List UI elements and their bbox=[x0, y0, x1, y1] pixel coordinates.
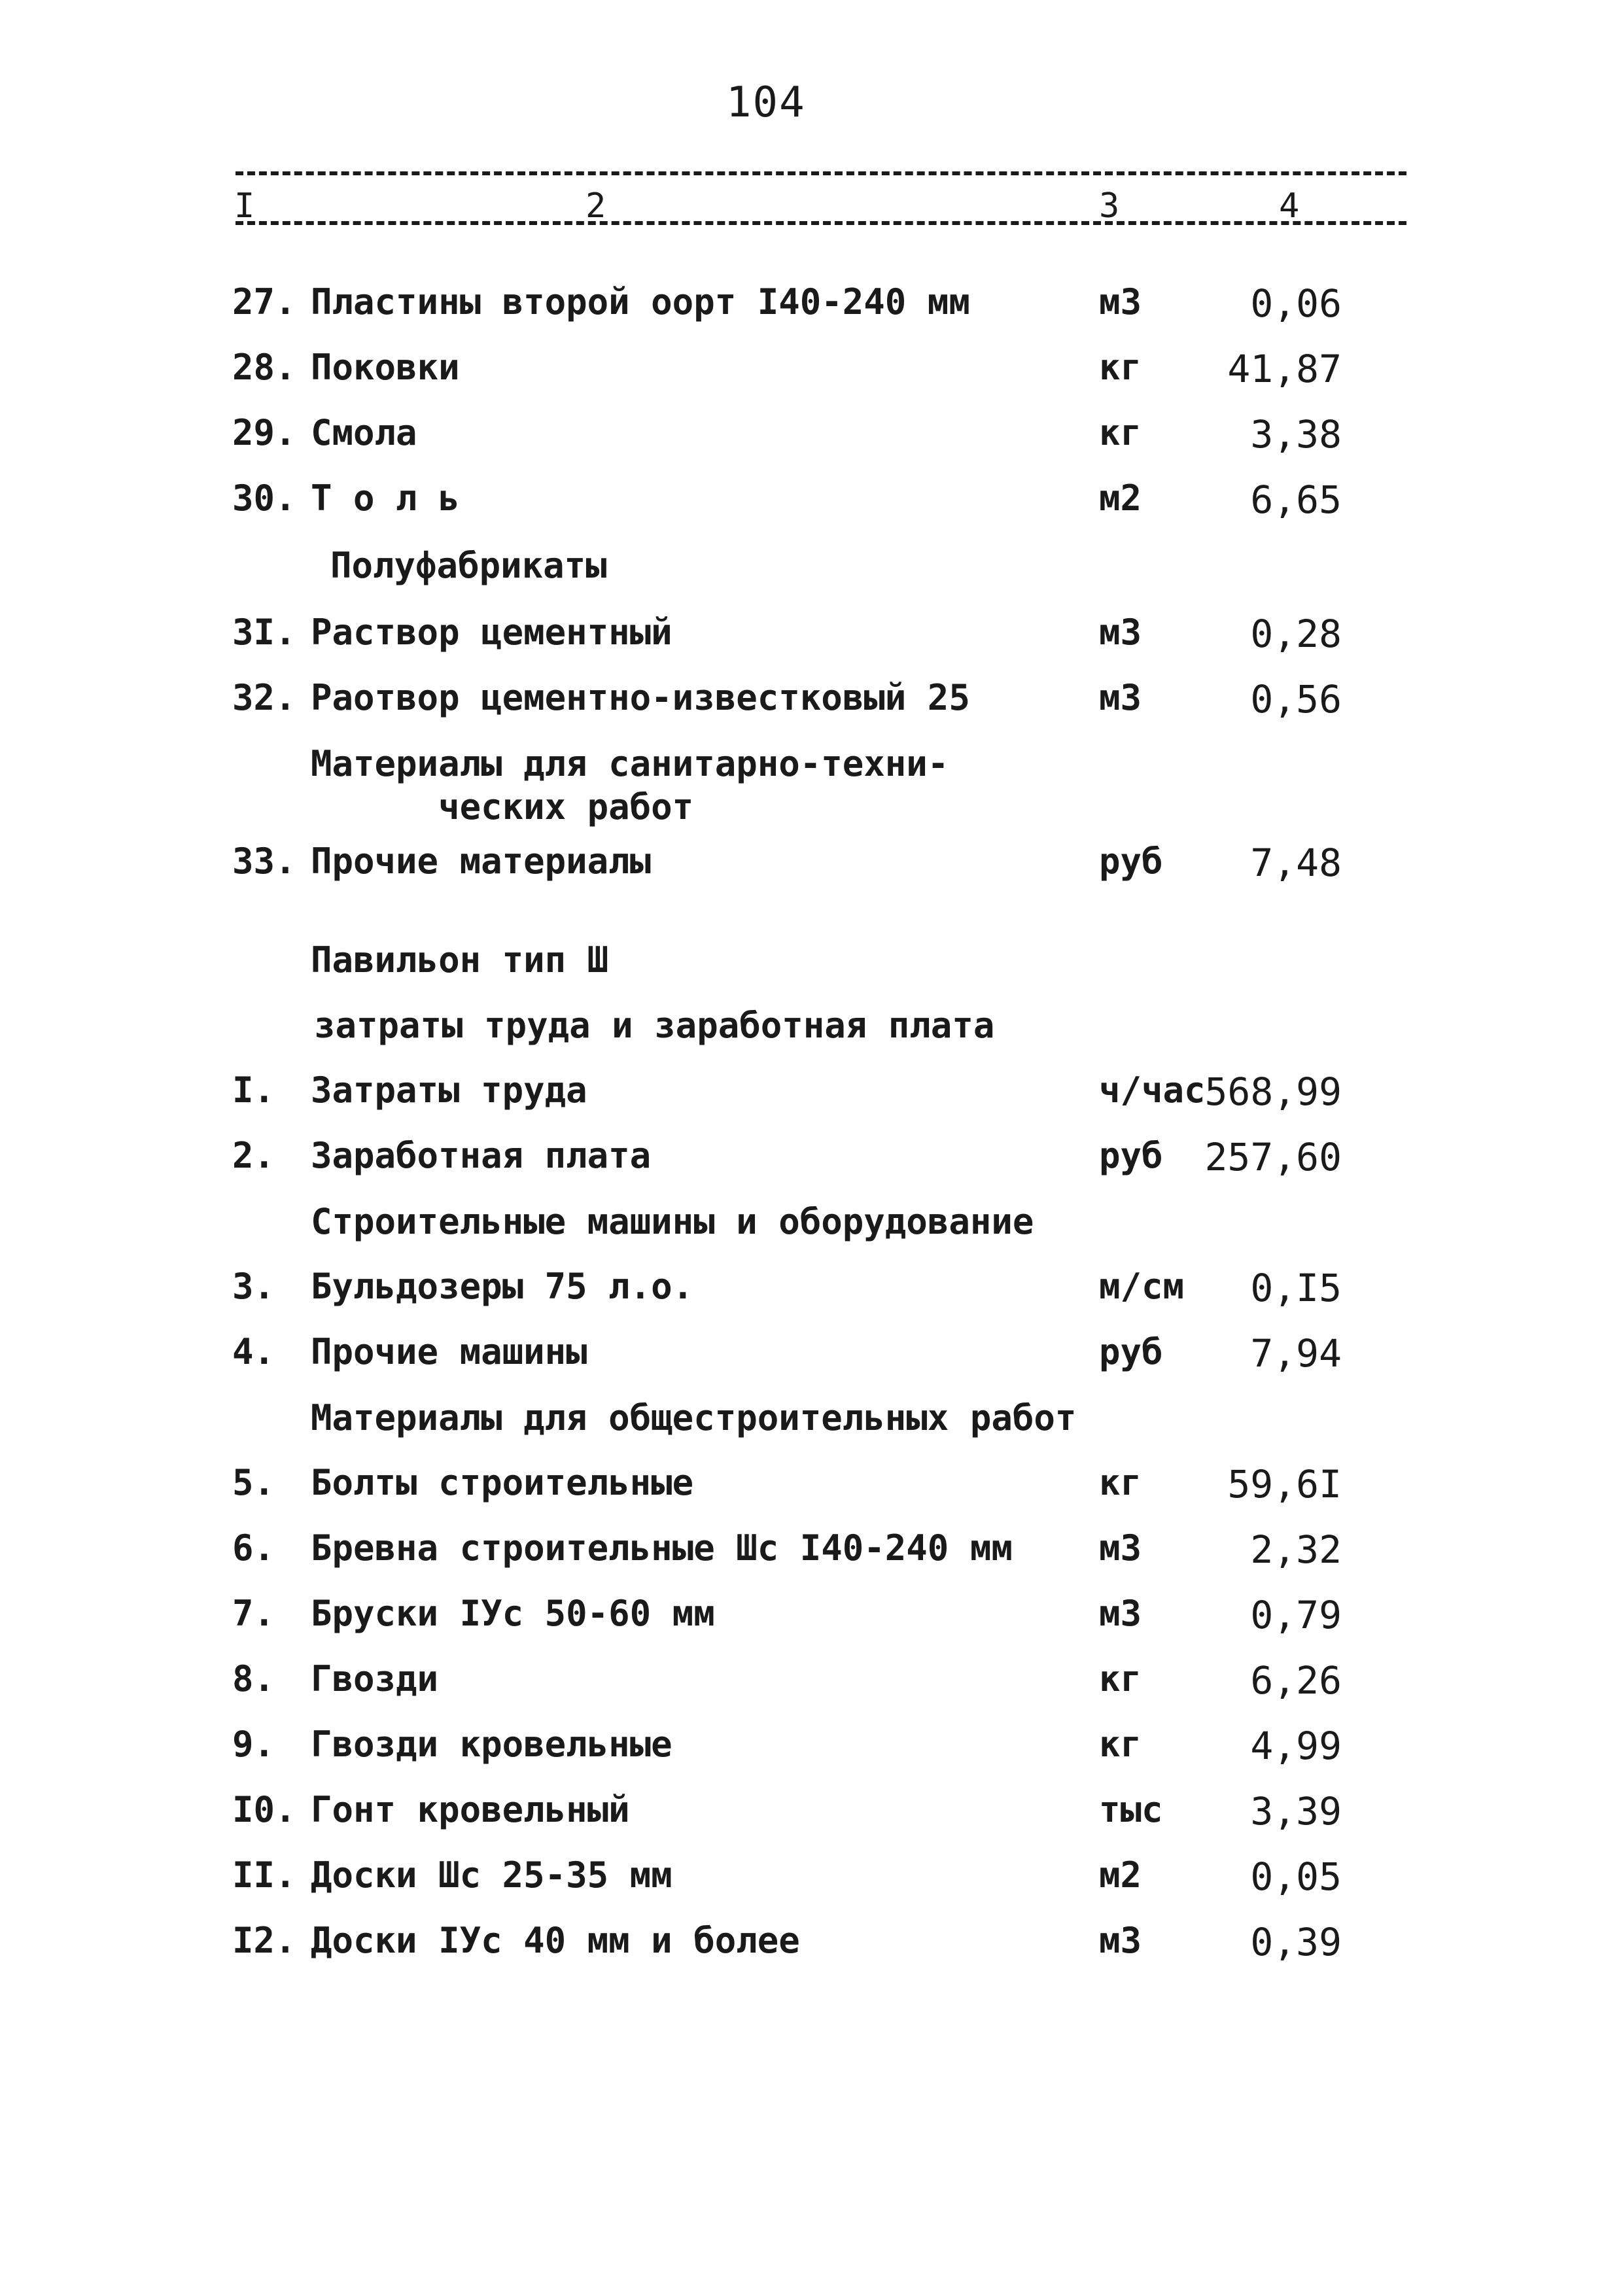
row-name: Смола bbox=[311, 412, 417, 453]
table-row bbox=[0, 1658, 1623, 1711]
row-quantity: 568,99 bbox=[1204, 1070, 1342, 1114]
row-unit: руб bbox=[1099, 841, 1163, 882]
row-quantity: 0,39 bbox=[1250, 1920, 1342, 1964]
row-quantity: 3,38 bbox=[1250, 412, 1342, 457]
row-unit: ч/час bbox=[1099, 1070, 1206, 1111]
row-quantity: 41,87 bbox=[1227, 347, 1342, 391]
table-row bbox=[0, 1593, 1623, 1645]
row-name: Бульдозеры 75 л.о. bbox=[311, 1266, 694, 1307]
row-name: Гвозди кровельные bbox=[311, 1724, 672, 1765]
row-name: Поковки bbox=[311, 347, 460, 388]
table-row bbox=[0, 1331, 1623, 1383]
row-quantity: 6,65 bbox=[1250, 478, 1342, 522]
column-header-2: 2 bbox=[585, 186, 606, 226]
row-unit: руб bbox=[1099, 1135, 1163, 1176]
section-heading-semi-finished: Полуфабрикаты bbox=[330, 545, 607, 586]
row-unit: м3 bbox=[1099, 677, 1142, 718]
table-row bbox=[0, 347, 1623, 399]
row-unit: м3 bbox=[1099, 1593, 1142, 1634]
row-quantity: 3,39 bbox=[1250, 1789, 1342, 1834]
row-quantity: 0,05 bbox=[1250, 1854, 1342, 1899]
row-unit: м3 bbox=[1099, 1920, 1142, 1961]
table-row bbox=[0, 1789, 1623, 1841]
row-number: 3. bbox=[232, 1266, 275, 1307]
table-header-top-rule bbox=[236, 171, 1406, 175]
row-number: I2. bbox=[232, 1920, 296, 1961]
row-unit: кг bbox=[1099, 1658, 1142, 1699]
table-row bbox=[0, 281, 1623, 334]
row-number: 9. bbox=[232, 1724, 275, 1765]
page-number: 104 bbox=[726, 78, 806, 127]
table-row bbox=[0, 1724, 1623, 1776]
table-row bbox=[0, 841, 1623, 893]
table-row bbox=[0, 1527, 1623, 1580]
row-unit: м2 bbox=[1099, 1854, 1142, 1896]
row-number: 30. bbox=[232, 478, 296, 519]
table-row bbox=[0, 1920, 1623, 1972]
row-name: Затраты труда bbox=[311, 1070, 587, 1111]
row-name: Раотвор цементно-известковый 25 bbox=[311, 677, 970, 718]
row-name: Прочие материалы bbox=[311, 841, 652, 882]
row-unit: руб bbox=[1099, 1331, 1163, 1372]
row-quantity: 257,60 bbox=[1204, 1135, 1342, 1179]
row-unit: м3 bbox=[1099, 612, 1142, 653]
section-heading-labor: затраты труда и заработная плата bbox=[314, 1005, 995, 1046]
row-number: 2. bbox=[232, 1135, 275, 1176]
row-number: 7. bbox=[232, 1593, 275, 1634]
table-header-bottom-rule bbox=[236, 221, 1406, 225]
column-header-1: I bbox=[234, 186, 255, 226]
row-number: 5. bbox=[232, 1462, 275, 1503]
row-number: 29. bbox=[232, 412, 296, 453]
row-quantity: 2,32 bbox=[1250, 1527, 1342, 1572]
section-heading-machines: Строительные машины и оборудование bbox=[311, 1201, 1034, 1242]
table-row bbox=[0, 1854, 1623, 1907]
row-quantity: 0,56 bbox=[1250, 677, 1342, 722]
row-unit: кг bbox=[1099, 412, 1142, 453]
row-unit: м2 bbox=[1099, 478, 1142, 519]
row-unit: кг bbox=[1099, 1462, 1142, 1503]
row-quantity: 0,79 bbox=[1250, 1593, 1342, 1637]
row-number: 33. bbox=[232, 841, 296, 882]
row-number: 6. bbox=[232, 1527, 275, 1569]
row-name: Доски IУс 40 мм и более bbox=[311, 1920, 800, 1961]
row-number: I0. bbox=[232, 1789, 296, 1830]
column-header-3: 3 bbox=[1099, 186, 1120, 226]
row-name: Заработная плата bbox=[311, 1135, 652, 1176]
table-row bbox=[0, 1266, 1623, 1318]
row-name: Болты строительные bbox=[311, 1462, 694, 1503]
section-heading-general-construction: Материалы для общестроительных работ bbox=[311, 1397, 1077, 1438]
row-name: Гонт кровельный bbox=[311, 1789, 630, 1830]
column-header-4: 4 bbox=[1279, 186, 1300, 226]
table-row bbox=[0, 478, 1623, 530]
row-unit: м/см bbox=[1099, 1266, 1185, 1307]
row-name: Раствор цементный bbox=[311, 612, 672, 653]
row-name: Пластины второй оорт I40-240 мм bbox=[311, 281, 970, 322]
row-unit: кг bbox=[1099, 347, 1142, 388]
row-number: 32. bbox=[232, 677, 296, 718]
row-number: 27. bbox=[232, 281, 296, 322]
table-row bbox=[0, 612, 1623, 664]
row-name: Гвозди bbox=[311, 1658, 439, 1699]
row-quantity: 7,94 bbox=[1250, 1331, 1342, 1376]
table-row bbox=[0, 1462, 1623, 1514]
row-number: 28. bbox=[232, 347, 296, 388]
row-unit: тыс bbox=[1099, 1789, 1163, 1830]
pavilion-title: Павильон тип Ш bbox=[311, 939, 609, 981]
table-row bbox=[0, 412, 1623, 464]
section-heading-sanitary-materials: Материалы для санитарно-техни- ческих работ bbox=[311, 743, 949, 827]
row-quantity: 4,99 bbox=[1250, 1724, 1342, 1768]
table-row bbox=[0, 1135, 1623, 1187]
row-quantity: 0,28 bbox=[1250, 612, 1342, 656]
row-name: Доски Шс 25-35 мм bbox=[311, 1854, 672, 1896]
row-number: 8. bbox=[232, 1658, 275, 1699]
row-quantity: 6,26 bbox=[1250, 1658, 1342, 1703]
row-unit: м3 bbox=[1099, 1527, 1142, 1569]
table-row bbox=[0, 677, 1623, 729]
row-name: Прочие машины bbox=[311, 1331, 587, 1372]
row-name: Бруски IУс 50-60 мм bbox=[311, 1593, 715, 1634]
row-number: I. bbox=[232, 1070, 275, 1111]
row-unit: кг bbox=[1099, 1724, 1142, 1765]
row-quantity: 7,48 bbox=[1250, 841, 1342, 885]
row-unit: м3 bbox=[1099, 281, 1142, 322]
row-number: 4. bbox=[232, 1331, 275, 1372]
row-quantity: 0,06 bbox=[1250, 281, 1342, 326]
row-number: II. bbox=[232, 1854, 296, 1896]
row-number: 3I. bbox=[232, 612, 296, 653]
row-name: Т о л ь bbox=[311, 478, 460, 519]
row-name: Бревна строительные Шс I40-240 мм bbox=[311, 1527, 1013, 1569]
row-quantity: 0,I5 bbox=[1250, 1266, 1342, 1310]
row-quantity: 59,6I bbox=[1227, 1462, 1342, 1506]
table-row bbox=[0, 1070, 1623, 1122]
